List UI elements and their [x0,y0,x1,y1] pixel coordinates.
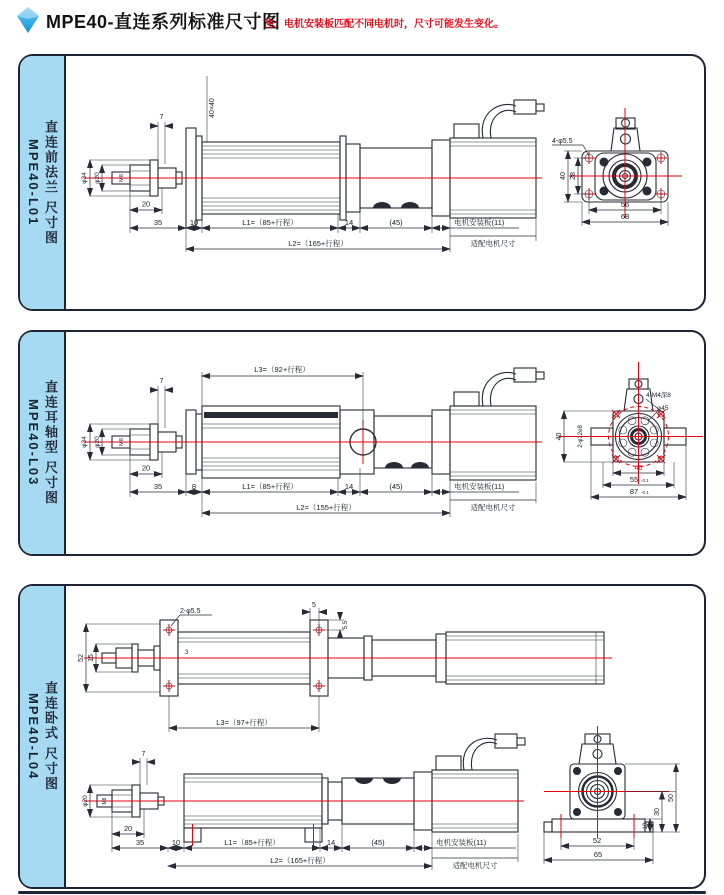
tab-l03 [20,332,66,554]
dim-phi20: φ20 [94,436,101,448]
tab-l01 [20,56,66,309]
dim-l1: L1=（85+行程） [242,218,298,227]
dim-m8: M8 [102,797,108,805]
dim-20: 20 [141,463,151,473]
dim-14: 14 [344,482,354,491]
callout-foot-holes: 2-φ5.5 [180,608,201,615]
dim-45: (45) [371,838,385,847]
dim-l2: L2=（155+行程） [296,503,356,512]
dim-7: 7 [141,751,146,758]
dim-14: 14 [344,218,354,227]
dim-v10: 10 [643,822,649,830]
dim-body-40x40: 40×40 [209,98,216,118]
callout-holes: 4-φ5.5 [552,138,573,145]
label-motor-fit: 适配电机尺寸 [452,861,498,870]
dim-h56: 56 [620,200,630,209]
bottom-divider [18,891,706,894]
dim-14: 14 [326,838,336,847]
dim-h68: 68 [620,212,630,221]
diamond-icon [16,6,40,34]
drawing-l01 [64,56,703,307]
dim-8: 8 [191,482,197,491]
drawing-l04 [64,586,703,886]
bottom-view-l04 [84,734,525,870]
dim-5-5: 5.5 [342,620,349,630]
dim-h87-tol: -0.1 [641,490,649,495]
centerline [84,420,542,464]
dim-trunnion-pins: 2-φ12e8 [578,425,584,448]
tab-l04 [20,586,66,887]
dim-v50: 50 [668,794,675,802]
dim-l1: L1=（85+行程） [242,482,298,491]
dim-h55: 55 [629,475,639,484]
dim-h87: 87 [629,487,639,496]
end-centerlines [559,362,703,484]
dim-h40: 40 [634,465,643,472]
dim-phi34: φ34 [81,172,88,184]
dim-phi20: φ20 [94,172,101,184]
label-motor-plate: 电机安装板(11) [454,482,505,491]
dim-phi20: φ20 [82,795,89,807]
dim-h52: 52 [592,836,602,845]
motor-cable [482,368,544,406]
dim-35: 35 [153,482,163,491]
page-title: MPE40-直连系列标准尺寸图 [46,12,281,32]
dim-45: (45) [389,482,403,491]
tab-l03-text [25,380,59,506]
dim-v40: 40 [560,172,567,180]
panel-l03 [18,330,706,556]
dim-l2: L2=（165+行程） [270,856,330,865]
dim-m8: M8 [119,174,125,182]
drawing-l03 [64,332,703,553]
dim-phi34: φ34 [81,436,88,448]
dim-35: 35 [153,218,163,227]
dim-l1: L1=（85+行程） [224,838,280,847]
dim-l3: L3=（92+行程） [254,365,310,374]
callout-phi45: φ45 [657,405,669,412]
dim-7: 7 [159,114,164,121]
dim-h65: 65 [593,850,603,859]
tab-l01-model: MPE40-L01 [26,138,41,227]
motor-cable [482,100,544,138]
warning-note: 注：电机安装板匹配不同电机时，尺寸可能发生变化。 [264,19,504,30]
tab-l04-title: 直连卧式 尺寸图 [43,681,58,792]
end-view-l01 [552,108,682,226]
tab-l03-title: 直连耳轴型 尺寸图 [43,380,58,506]
tab-l03-model: MPE40-L03 [26,399,41,487]
dimensions-l04 [90,758,518,870]
page-header [0,0,724,46]
end-view-l04 [544,726,680,864]
dim-20: 20 [141,199,151,209]
label-motor-fit: 适配电机尺寸 [470,239,516,248]
dim-m8: M8 [119,438,125,446]
dim-20: 20 [123,824,133,833]
dim-v40: 40 [556,432,563,441]
dim-v30: 30 [654,808,661,816]
dimensions-l03 [90,372,536,517]
dim-10: 10 [171,838,181,847]
dim-h55-tol: -0.1 [641,478,649,483]
callout-holes: 4-M4深8 [646,392,671,399]
tab-l04-text [25,681,59,792]
label-motor-fit: 适配电机尺寸 [470,503,516,512]
tab-l04-model: MPE40-L04 [26,692,41,781]
dim-v28: 28 [570,172,577,180]
dim-35: 35 [135,838,145,847]
dim-3: 3 [185,650,189,656]
panel-l04 [18,584,706,889]
dim-l2: L2=（165+行程） [288,239,348,248]
side-view-l03 [84,368,544,517]
motor-cable [463,734,525,770]
panel-l01 [18,54,706,311]
dim-7: 7 [159,378,164,385]
dim-10: 10 [189,218,199,227]
tab-l01-text [25,120,59,246]
dim-v15: 15 [88,654,95,662]
tab-l01-title: 直连前法兰 尺寸图 [43,119,58,246]
dim-5: 5 [312,602,316,609]
label-motor-plate: 电机安装板(11) [436,838,487,847]
dim-l3: L3=（97+行程） [216,718,272,727]
dim-v52: 52 [78,654,85,662]
dim-45: (45) [389,218,403,227]
label-motor-plate: 电机安装板(11) [454,218,505,227]
